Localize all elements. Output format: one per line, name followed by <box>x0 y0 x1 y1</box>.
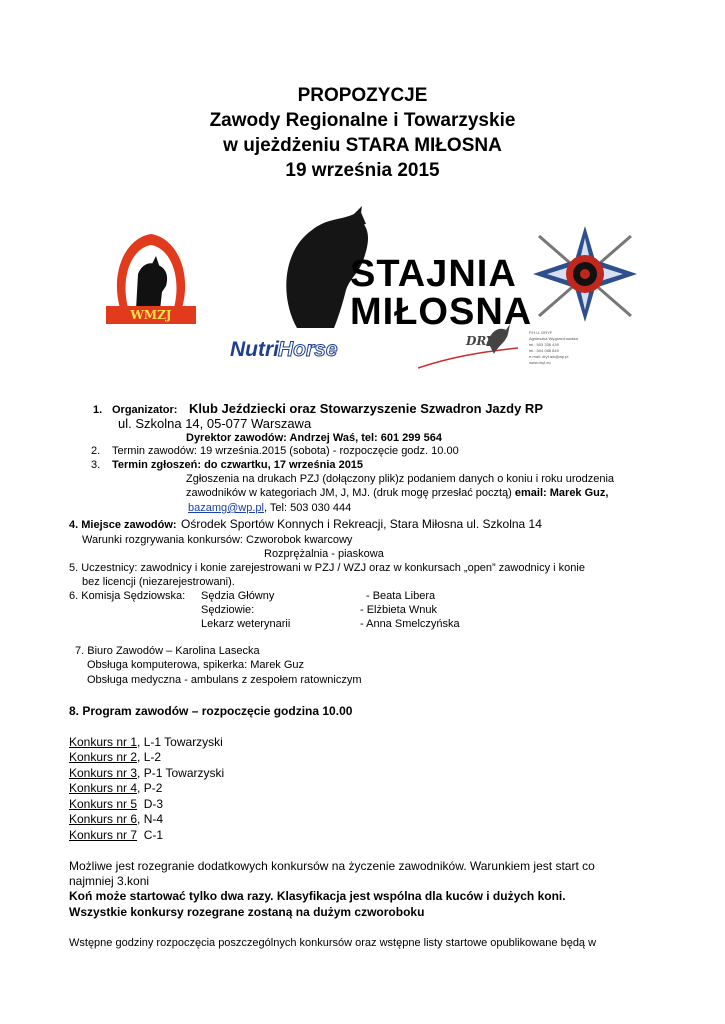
organizer-value: Klub Jeździecki oraz Stowarzyszenie Szwadron Jazdy RP <box>189 401 543 416</box>
competition-desc: C-1 <box>137 828 164 842</box>
stajnia-milosna-logo <box>272 206 533 334</box>
competition-item <box>69 766 224 780</box>
competition-desc: , P-2 <box>137 781 163 795</box>
judge-role: Lekarz weterynarii <box>201 618 291 630</box>
section-2-number: 2. <box>91 445 101 457</box>
office-line-3: Obsługa medyczna - ambulans z zespołem ratowniczym <box>87 674 362 686</box>
entry-info-line-2-text: zawodników w kategoriach JM, J, MJ. (druk mogę przesłać pocztą) <box>186 487 512 499</box>
participants-line-2: bez licencji (niezarejestrowani). <box>82 576 235 588</box>
rules-line-2: Wszystkie konkursy rozegrane zostaną na dużym czworoboku <box>69 905 425 919</box>
participants-line-1: 5. Uczestnicy: zawodnicy i konie zarejestrowani w PZJ / WZJ oraz w konkursach „open” zawodnicy i konie <box>69 562 585 574</box>
wmzj-logo-text: WMZJ <box>130 308 172 322</box>
competition-desc: , P-1 Towarzyski <box>137 766 225 780</box>
entry-info-line-2 <box>186 486 608 500</box>
competition-desc: , L-2 <box>137 750 162 764</box>
competition-name: Konkurs nr 4 <box>69 781 138 795</box>
competition-item <box>69 750 161 764</box>
competition-date: Termin zawodów: 19 września.2015 (sobota) - rozpoczęcie godz. 10.00 <box>112 445 459 457</box>
organizer-label: Organizator: <box>112 404 178 416</box>
entry-email-label: email: Marek Guz, <box>514 487 609 499</box>
competition-desc: , N-4 <box>137 812 164 826</box>
rules-line-1: Koń może startować tylko dwa razy. Klasyfikacja jest wspólna dla kuców i dużych koni. <box>69 889 566 903</box>
judge-role: Sędzia Główny <box>201 590 275 602</box>
stajnia-logo-line-2: MIŁOSNA <box>350 291 533 333</box>
competition-item <box>69 735 223 749</box>
arena-conditions: Warunki rozgrywania konkursów: Czworobok kwarcowy <box>82 534 353 546</box>
footer-note: Wstępne godziny rozpoczęcia poszczególnych konkursów oraz wstępne listy startowe opublikowane będą w <box>69 937 597 949</box>
title-line-1: PROPOZYCJE <box>297 85 428 106</box>
nutrihorse-logo <box>228 338 336 366</box>
competition-desc: D-3 <box>137 797 164 811</box>
competition-name: Konkurs nr 1 <box>69 735 138 749</box>
competition-item <box>69 797 163 811</box>
title-line-4: 19 września 2015 <box>285 160 440 181</box>
competition-name: Konkurs nr 5 <box>69 797 138 811</box>
judge-name: - Anna Smelczyńska <box>360 618 460 630</box>
competition-item <box>69 812 163 826</box>
nutrihorse-logo-horse: Horse <box>278 338 338 361</box>
stajnia-logo-line-1: STAJNIA <box>350 253 517 295</box>
entry-info-line-1: Zgłoszenia na drukach PZJ (dołączony plik)z podaniem danych o koniu i roku urodzenia <box>186 473 615 485</box>
dryf-logo-text: DRYF <box>466 334 504 348</box>
wmzj-logo <box>100 228 202 328</box>
venue-line <box>69 515 542 533</box>
email-link[interactable]: bazamg@wp.pl <box>188 502 264 514</box>
szwadron-jazdy-logo <box>527 222 643 326</box>
office-line-1: 7. Biuro Zawodów – Karolina Lasecka <box>75 645 260 657</box>
venue-label: 4. Miejsce zawodów: <box>69 519 177 531</box>
program-heading: 8. Program zawodów – rozpoczęcie godzina 10.00 <box>69 704 353 718</box>
judges-label: 6. Komisja Sędziowska: <box>69 590 186 602</box>
warmup-arena: Rozprężalnia - piaskowa <box>264 548 384 560</box>
venue-value: Ośrodek Sportów Konnych i Rekreacji, Stara Miłosna ul. Szkolna 14 <box>181 517 542 531</box>
nutrihorse-logo-nutri: Nutri <box>230 338 279 361</box>
competition-item <box>69 781 162 795</box>
competition-director: Dyrektor zawodów: Andrzej Waś, tel: 601 299 564 <box>186 432 442 444</box>
extra-info-line-2: najmniej 3.koni <box>69 874 150 888</box>
entry-deadline: Termin zgłoszeń: do czwartku, 17 września 2015 <box>112 459 364 471</box>
office-line-2: Obsługa komputerowa, spikerka: Marek Guz <box>87 659 305 671</box>
judge-name: - Beata Libera <box>366 590 436 602</box>
dryf-swoosh-graphic <box>418 318 518 382</box>
section-3-number: 3. <box>91 459 101 471</box>
competition-name: Konkurs nr 3 <box>69 766 138 780</box>
contact-phone: , Tel: 503 030 444 <box>263 502 352 514</box>
competition-name: Konkurs nr 2 <box>69 750 138 764</box>
competition-name: Konkurs nr 6 <box>69 812 138 826</box>
judge-name: - Elżbieta Wnuk <box>360 604 438 616</box>
competition-item <box>69 828 163 842</box>
title-line-3: w ujeżdżeniu STARA MIŁOSNA <box>223 135 502 156</box>
section-1-number: 1. <box>93 404 103 416</box>
organizer-address: ul. Szkolna 14, 05-077 Warszawa <box>118 416 312 431</box>
competition-name: Konkurs nr 7 <box>69 828 138 842</box>
judge-role: Sędziowie: <box>201 604 255 616</box>
entry-contact-line <box>188 501 351 515</box>
extra-info-line-1: Możliwe jest rozegranie dodatkowych konkursów na życzenie zawodników. Warunkiem jest start co <box>69 859 595 873</box>
dryf-contact-info: P.H.U. DRYF Agnieszka Węgrzechowska tel.: 503 336 439 tel.: 504 088 849 e-mail: dryf.aw@wp.pl www.dryf.eu <box>529 330 578 365</box>
competition-desc: , L-1 Towarzyski <box>137 735 223 749</box>
title-line-2: Zawody Regionalne i Towarzyskie <box>209 110 516 131</box>
